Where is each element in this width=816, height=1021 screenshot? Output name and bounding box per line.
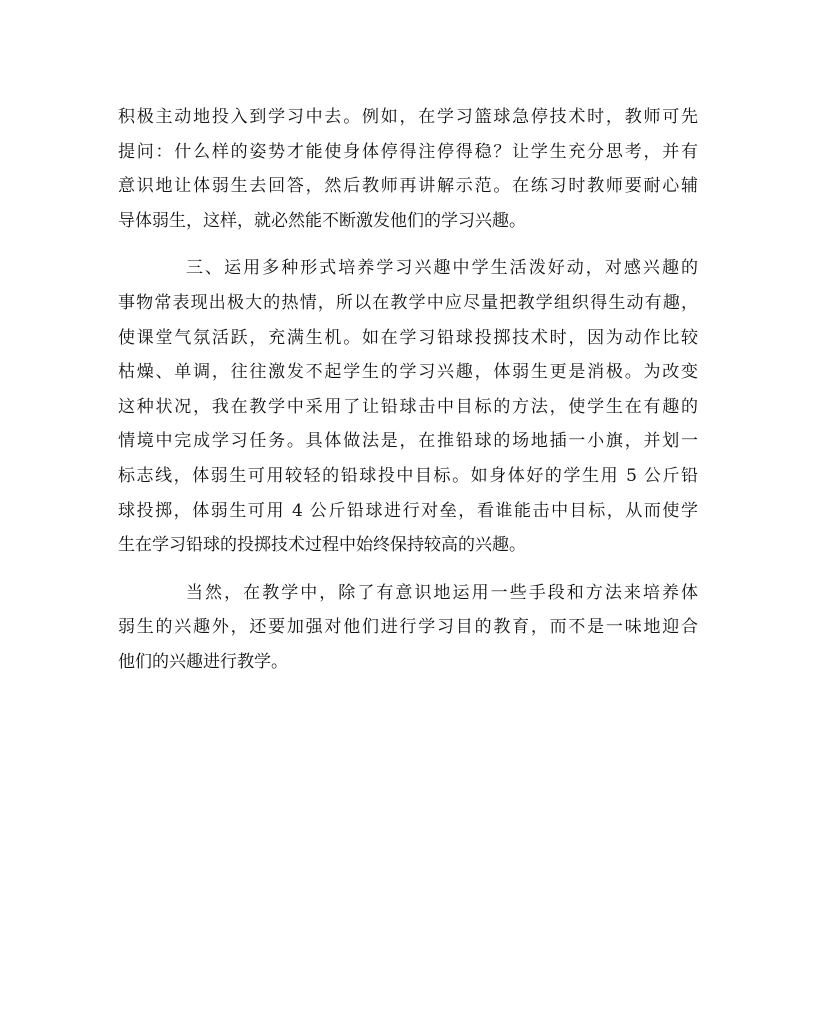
text-line: 球投掷，体弱生可用 4 公斤铅球进行对垒，看谁能击中目标，从而使学: [118, 500, 698, 521]
text-line: 使课堂气氛活跃，充满生机。如在学习铅球投掷技术时，因为动作比较: [118, 327, 698, 348]
paragraph-3: [118, 576, 698, 680]
text-line: 枯燥、单调，往往激发不起学生的学习兴趣，体弱生更是消极。为改变: [118, 362, 698, 383]
text-line: 这种状况，我在教学中采用了让铅球击中目标的方法，使学生在有趣的: [118, 396, 698, 417]
text-line: 弱生的兴趣外，还要加强对他们进行学习目的教育，而不是一味地迎合: [118, 617, 698, 638]
body-text: [118, 100, 698, 680]
text-line: 意识地让体弱生去回答，然后教师再讲解示范。在练习时教师要耐心辅: [118, 176, 698, 197]
text-line: 当然，在教学中，除了有意识地运用一些手段和方法来培养体: [186, 582, 698, 603]
paragraph-spacer: [118, 238, 698, 251]
text-line: 导体弱生，这样，就必然能不断激发他们的学习兴趣。: [118, 210, 526, 231]
text-line: 情境中完成学习任务。具体做法是，在推铅球的场地插一小旗，并划一: [118, 431, 698, 452]
text-line: 积极主动地投入到学习中去。例如，在学习篮球急停技术时，教师可先: [118, 107, 698, 127]
paragraph-2: [118, 251, 698, 562]
text-line: 提问：什么样的姿势才能使身体停得注停得稳？让学生充分思考，并有: [118, 141, 698, 162]
text-line: 标志线，体弱生可用较轻的铅球投中目标。如身体好的学生用 5 公斤铅: [118, 465, 698, 486]
paragraph-1: [118, 100, 698, 238]
paragraph-spacer: [118, 563, 698, 576]
text-line: 事物常表现出极大的热情，所以在教学中应尽量把教学组织得生动有趣，: [118, 292, 698, 313]
text-line: 三、运用多种形式培养学习兴趣中学生活泼好动，对感兴趣的: [186, 258, 698, 279]
text-line: 生在学习铅球的投掷技术过程中始终保持较高的兴趣。: [118, 535, 526, 556]
text-line: 他们的兴趣进行教学。: [118, 651, 288, 672]
